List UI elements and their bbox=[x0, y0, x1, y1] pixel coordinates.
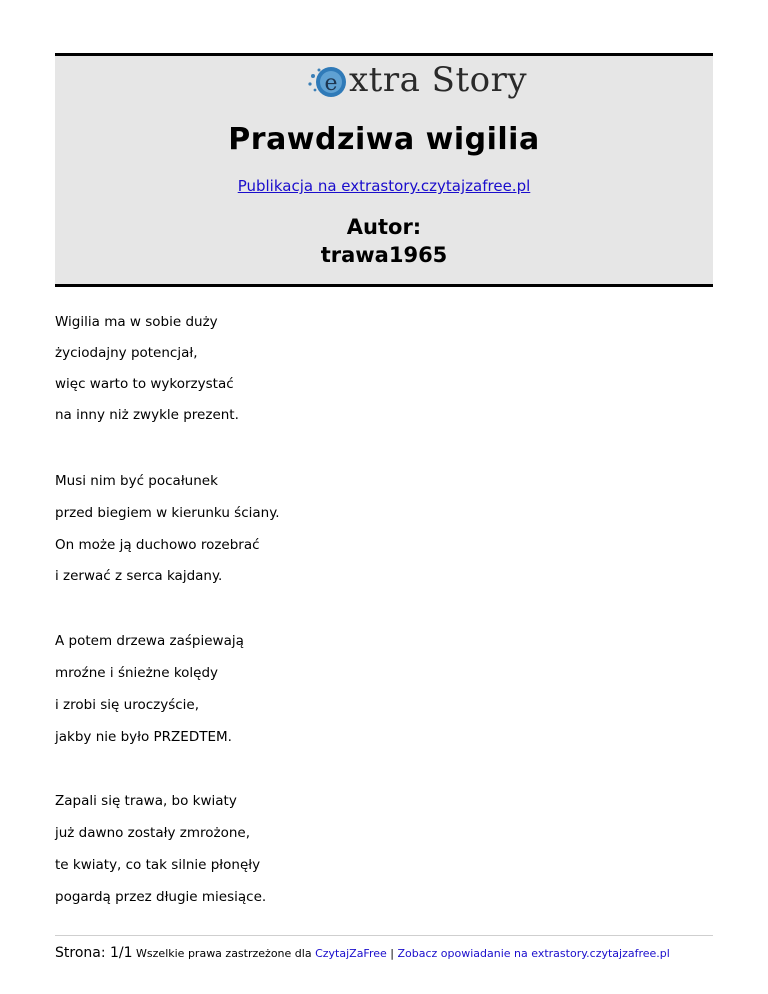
poem-line: już dawno zostały zmrożone, bbox=[55, 825, 250, 841]
poem-line: i zrobi się uroczyście, bbox=[55, 697, 200, 713]
poem-line: mroźne i śnieżne kolędy bbox=[55, 665, 219, 681]
rights-text: Wszelkie prawa zastrzeżone dla bbox=[136, 947, 312, 960]
logo-text: xtra Story bbox=[349, 60, 528, 100]
poem-line: na inny niż zwykle prezent. bbox=[55, 407, 239, 423]
poem-line: więc warto to wykorzystać bbox=[55, 376, 234, 392]
poem-line: te kwiaty, co tak silnie płonęły bbox=[55, 857, 261, 873]
story-title: Prawdziwa wigilia bbox=[228, 122, 540, 157]
footer-divider bbox=[55, 935, 713, 936]
page-number: Strona: 1/1 bbox=[55, 945, 133, 961]
story-link[interactable]: Zobacz opowiadanie na extrastory.czytajzafree.pl bbox=[397, 947, 670, 960]
poem-line: życiodajny potencjał, bbox=[55, 345, 198, 361]
poem-line: przed biegiem w kierunku ściany. bbox=[55, 505, 280, 521]
author-name: trawa1965 bbox=[320, 243, 448, 267]
poem-line: pogardą przez długie miesiące. bbox=[55, 889, 267, 905]
poem-line: On może ją duchowo rozebrać bbox=[55, 537, 260, 553]
footer-separator: | bbox=[390, 947, 394, 960]
poem-line: Musi nim być pocałunek bbox=[55, 473, 218, 489]
publication-link[interactable]: Publikacja na extrastory.czytajzafree.pl bbox=[237, 177, 531, 195]
poem-line: A potem drzewa zaśpiewają bbox=[55, 633, 244, 649]
svg-text:e: e bbox=[324, 71, 338, 96]
poem-line: Wigilia ma w sobie duży bbox=[55, 314, 218, 330]
poem-line: i zerwać z serca kajdany. bbox=[55, 568, 223, 584]
page-footer bbox=[55, 945, 670, 961]
czytajzafree-link[interactable]: CzytajZaFree bbox=[315, 947, 387, 960]
author-label: Autor: bbox=[346, 215, 422, 239]
site-logo[interactable] bbox=[287, 60, 528, 104]
poem-line: jakby nie było PRZEDTEM. bbox=[55, 729, 232, 745]
author-block bbox=[0, 213, 768, 269]
poem-line: Zapali się trawa, bo kwiaty bbox=[55, 793, 237, 809]
extra-story-e-logo-icon bbox=[307, 62, 347, 102]
